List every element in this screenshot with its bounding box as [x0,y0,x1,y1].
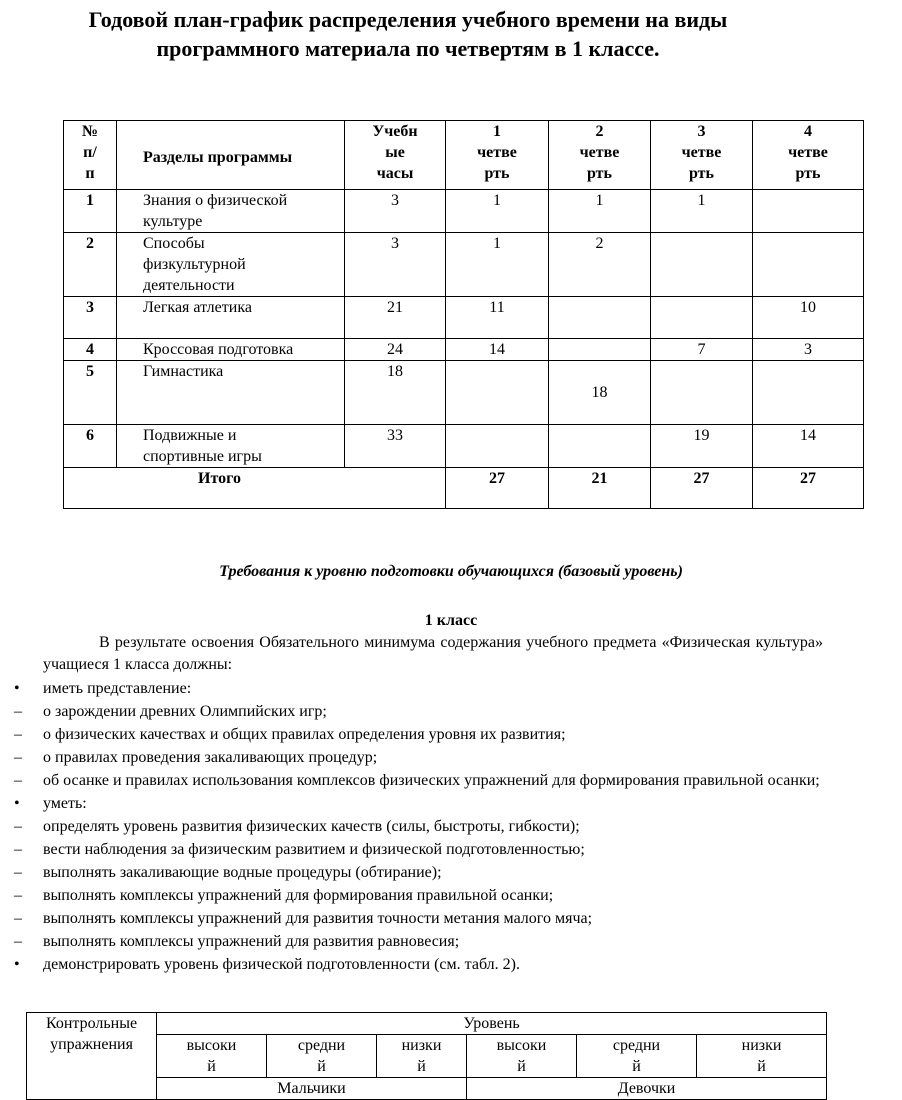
girls-header: Девочки [467,1078,827,1100]
row-q4: 14 [753,425,864,468]
header-q1: 1 четве рть [446,121,549,190]
row-section: Кроссовая подготовка [117,339,345,361]
row-q4 [753,190,864,233]
header-section: Разделы программы [117,121,345,190]
row-q4: 10 [753,297,864,339]
row-hours: 21 [345,297,446,339]
row-num: 1 [64,190,117,233]
row-q4 [753,233,864,297]
row-q3 [651,233,753,297]
list-item: – об осанке и правилах использования комплексов физических упражнений для формирования правильной осанки; [14,772,820,789]
list-item: • иметь представление: [14,680,192,697]
row-hours: 24 [345,339,446,361]
row-num: 6 [64,425,117,468]
list-item: – выполнять закаливающие водные процедуры (обтирание); [14,864,442,881]
row-q1 [446,361,549,425]
total-q2: 21 [549,468,651,509]
list-item: – о правилах проведения закаливающих процедур; [14,749,378,766]
page-title [0,5,816,63]
level-cell: низки й [697,1035,827,1078]
row-q1: 1 [446,233,549,297]
row-q4 [753,361,864,425]
total-row [64,468,864,509]
header-num: № п/ п [64,121,117,190]
row-q2: 1 [549,190,651,233]
row-hours: 3 [345,233,446,297]
title-line-1: Годовой план-график распределения учебного времени на виды [88,7,728,32]
row-q1 [446,425,549,468]
list-item: • демонстрировать уровень физической подготовленности (см. табл. 2). [14,956,520,973]
row-q3 [651,361,753,425]
list-item: • уметь: [14,795,87,812]
list-item: – выполнять комплексы упражнений для развития точности метания малого мяча; [14,910,593,927]
row-section: Легкая атлетика [117,297,345,339]
level-cell: средни й [577,1035,697,1078]
level-header: Уровень [157,1013,827,1035]
row-section: Знания о физической культуре [117,190,345,233]
grade-heading: 1 класс [424,612,478,629]
row-q4: 3 [753,339,864,361]
total-q1: 27 [446,468,549,509]
list-item: – определять уровень развития физических качеств (силы, быстроты, гибкости); [14,818,580,835]
level-cell: высоки й [157,1035,267,1078]
row-q2: 2 [549,233,651,297]
row-num: 4 [64,339,117,361]
header-q2: 2 четве рть [549,121,651,190]
list-item: – о физических качествах и общих правилах определения уровня их развития; [14,726,566,743]
row-q2 [549,425,651,468]
header-q4: 4 четве рть [753,121,864,190]
boys-header: Мальчики [157,1078,467,1100]
total-label: Итого [64,468,446,509]
header-q3: 3 четве рть [651,121,753,190]
row-q3 [651,297,753,339]
row-q1: 14 [446,339,549,361]
table-row [64,297,864,339]
row-hours: 3 [345,190,446,233]
row-q2 [549,339,651,361]
total-q4: 27 [753,468,864,509]
row-section: Способы физкультурной деятельности [117,233,345,297]
table-row [64,339,864,361]
list-item: – выполнять комплексы упражнений для формирования правильной осанки; [14,887,554,904]
row-q1: 1 [446,190,549,233]
exercises-header: Контрольные упражнения [27,1013,157,1100]
row-q2 [549,297,651,339]
row-section: Гимнастика [117,361,345,425]
level-cell: высоки й [467,1035,577,1078]
row-num: 5 [64,361,117,425]
plan-table [63,120,864,509]
row-q3: 19 [651,425,753,468]
plan-table-header [64,121,864,190]
intro-paragraph: В результате освоения Обязательного минимума содержания учебного предмета «Физическая культура» учащиеся 1 класса должны: [43,634,823,673]
level-cell: низки й [377,1035,467,1078]
control-table [26,1012,827,1100]
list-item: – о зарождении древних Олимпийских игр; [14,703,327,720]
control-table-row [27,1013,827,1035]
row-q3: 1 [651,190,753,233]
row-num: 3 [64,297,117,339]
row-q2: 18 [549,361,651,425]
row-hours: 18 [345,361,446,425]
list-item: – выполнять комплексы упражнений для развития равновесия; [14,933,460,950]
total-q3: 27 [651,468,753,509]
list-item: – вести наблюдения за физическим развитием и физической подготовленностью; [14,841,585,858]
row-section: Подвижные и спортивные игры [117,425,345,468]
requirements-list [0,677,820,976]
row-hours: 33 [345,425,446,468]
row-num: 2 [64,233,117,297]
row-q3: 7 [651,339,753,361]
title-line-2: программного материала по четвертям в 1 классе. [156,36,660,61]
requirements-heading: Требования к уровню подготовки обучающихся (базовый уровень) [219,563,683,580]
table-row [64,361,864,425]
table-row [64,233,864,297]
table-row [64,190,864,233]
level-cell: средни й [267,1035,377,1078]
header-hours: Учебн ые часы [345,121,446,190]
table-row [64,425,864,468]
row-q1: 11 [446,297,549,339]
